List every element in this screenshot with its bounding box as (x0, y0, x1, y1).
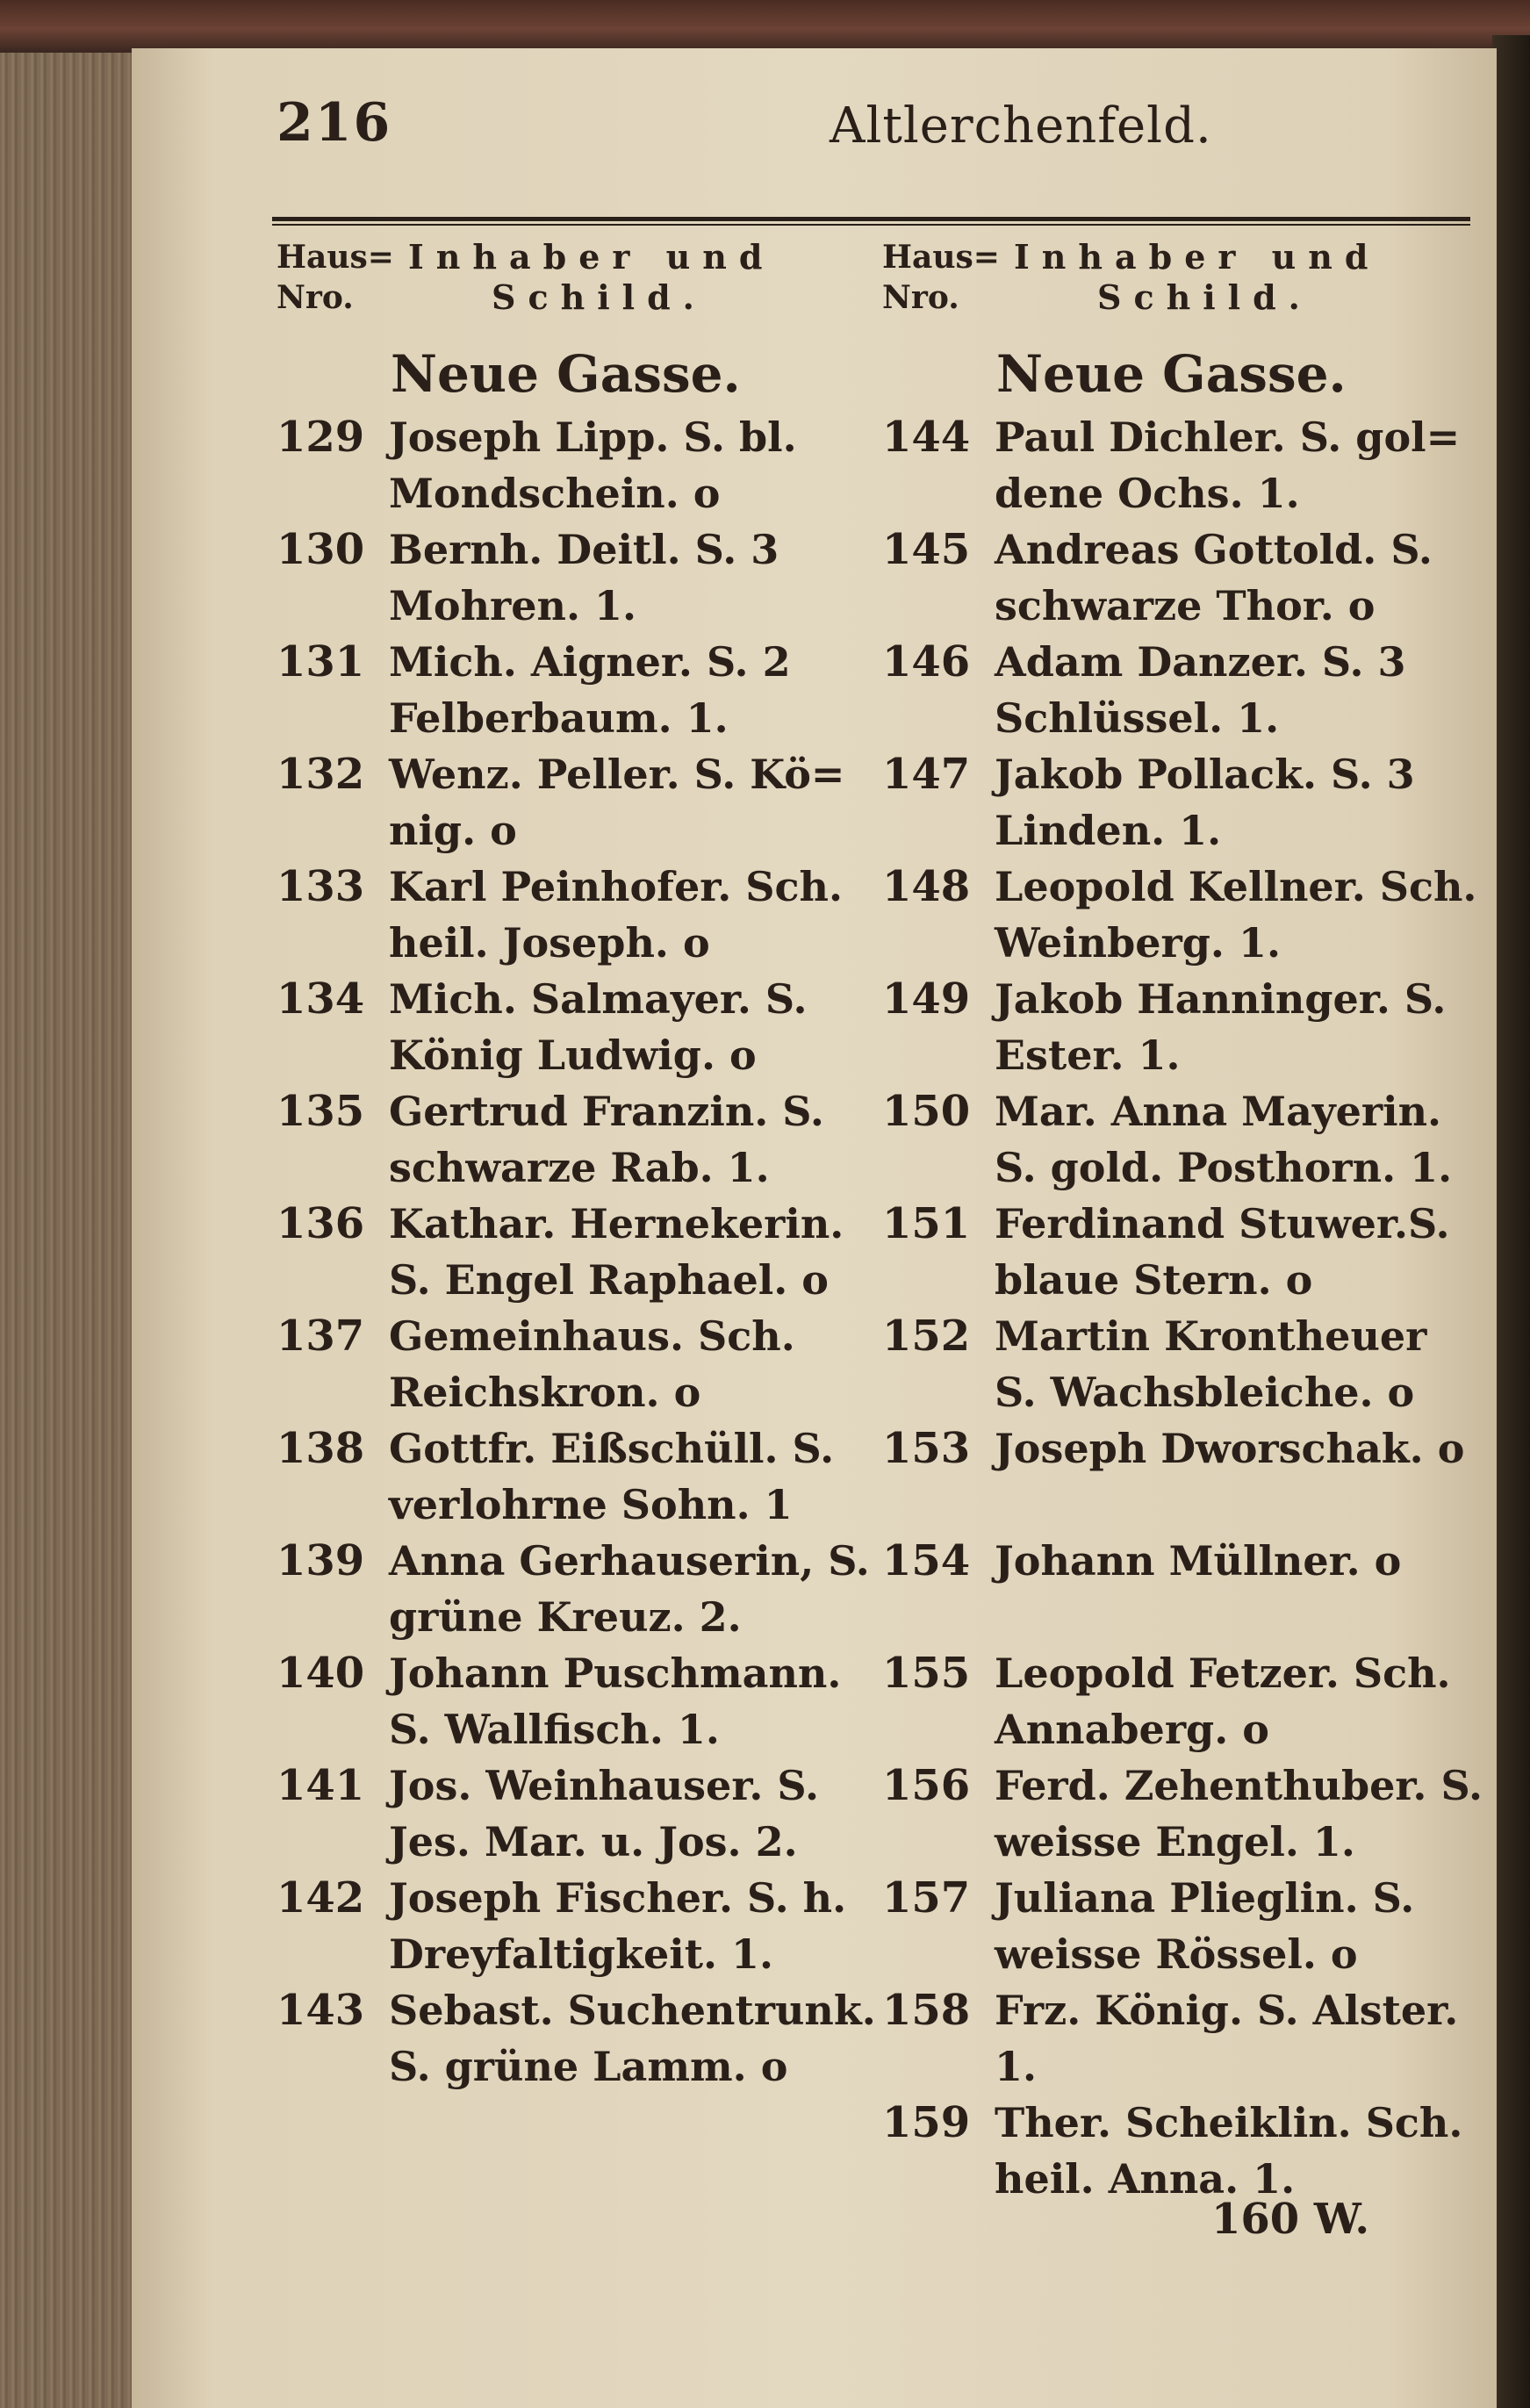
house-entry (277, 521, 882, 634)
house-number: 154 (882, 1536, 971, 1585)
house-number: 136 (277, 1199, 365, 1248)
owner-and-sign: Andreas Gottold. S. schwarze Thor. o (995, 526, 1433, 629)
house-number: 147 (882, 750, 971, 799)
owner-and-sign: Ferdinand Stuwer.S. blaue Stern. o (995, 1200, 1450, 1304)
house-number: 149 (882, 974, 971, 1024)
house-number: 159 (882, 2098, 971, 2147)
house-number: 131 (277, 637, 365, 686)
house-number: 155 (882, 1649, 971, 1698)
house-entry (882, 2095, 1488, 2207)
house-entry (882, 1196, 1488, 1308)
house-entry (882, 409, 1488, 521)
house-number: 135 (277, 1087, 365, 1136)
house-number: 145 (882, 525, 971, 574)
house-number: 141 (277, 1761, 365, 1810)
owner-and-sign: Kathar. Hernekerin. S. Engel Raphael. o (389, 1200, 844, 1304)
house-entry (277, 1308, 882, 1420)
owner-and-sign: Gemeinhaus. Sch. Reichskron. o (389, 1312, 795, 1416)
house-entry (882, 634, 1488, 746)
house-number: 140 (277, 1649, 365, 1698)
column-header (277, 237, 882, 342)
owner-and-sign: Gottfr. Eißschüll. S. verlohrne Sohn. 1 (389, 1425, 835, 1528)
owner-and-sign: Jos. Weinhauser. S. Jes. Mar. u. Jos. 2. (389, 1762, 819, 1865)
house-entry (882, 521, 1488, 634)
owner-and-sign: Martin Krontheuer S. Wachsbleiche. o (995, 1312, 1427, 1416)
house-number: 158 (882, 1986, 971, 2035)
house-number: 150 (882, 1087, 971, 1136)
house-entry (277, 1533, 882, 1645)
house-number: 132 (277, 750, 365, 799)
street-heading: Neue Gasse. (996, 344, 1347, 404)
owner-and-sign: Paul Dichler. S. gol= dene Ochs. 1. (995, 413, 1461, 517)
column-header-house-number: Haus= Nro. (277, 239, 394, 316)
house-entry (277, 409, 882, 521)
owner-and-sign: Ther. Scheiklin. Sch. heil. Anna. 1. (995, 2099, 1463, 2203)
owner-and-sign: Jakob Hanninger. S. Ester. 1. (995, 975, 1447, 1079)
house-number: 130 (277, 525, 365, 574)
house-entry (277, 634, 882, 746)
owner-and-sign: Leopold Fetzer. Sch. Annaberg. o (995, 1650, 1451, 1753)
column-header-sign: Schild. (1097, 277, 1312, 317)
house-entry (882, 971, 1488, 1083)
book-right-shadow (1492, 35, 1530, 2408)
house-number: 138 (277, 1424, 365, 1473)
house-entry (277, 1196, 882, 1308)
owner-and-sign: Jakob Pollack. S. 3 Linden. 1. (995, 751, 1415, 854)
house-number: 137 (277, 1312, 365, 1361)
house-entry (882, 1533, 1488, 1645)
house-entry (882, 746, 1488, 859)
owner-and-sign: Johann Müllner. o (995, 1537, 1402, 1585)
house-number: 152 (882, 1312, 971, 1361)
house-number: 146 (882, 637, 971, 686)
owner-and-sign: Ferd. Zehenthuber. S. weisse Engel. 1. (995, 1762, 1483, 1865)
house-entry (277, 1083, 882, 1196)
right-column (882, 237, 1488, 2207)
house-number: 148 (882, 862, 971, 911)
house-entry (277, 1645, 882, 1757)
house-entry (882, 1308, 1488, 1420)
street-heading: Neue Gasse. (391, 344, 741, 404)
owner-and-sign: Johann Puschmann. S. Wallfisch. 1. (389, 1650, 842, 1753)
page-number: 216 (277, 92, 392, 154)
owner-and-sign: Leopold Kellner. Sch. Weinberg. 1. (995, 863, 1477, 967)
book-top-edge (0, 0, 1530, 53)
house-entry (277, 1420, 882, 1533)
column-header-owner: Inhaber und (408, 237, 775, 277)
owner-and-sign: Bernh. Deitl. S. 3 Mohren. 1. (389, 526, 779, 629)
house-entry (882, 1870, 1488, 1982)
owner-and-sign: Anna Gerhauserin, S. grüne Kreuz. 2. (389, 1537, 870, 1641)
house-number: 142 (277, 1873, 365, 1923)
column-header (882, 237, 1488, 342)
house-entry (882, 859, 1488, 971)
house-number: 153 (882, 1424, 971, 1473)
house-entry (277, 859, 882, 971)
column-header-sign: Schild. (492, 277, 707, 317)
house-number: 156 (882, 1761, 971, 1810)
house-number: 151 (882, 1199, 971, 1248)
owner-and-sign: Mich. Salmayer. S. König Ludwig. o (389, 975, 808, 1079)
house-number: 157 (882, 1873, 971, 1923)
owner-and-sign: Joseph Fischer. S. h. Dreyfaltigkeit. 1. (389, 1874, 847, 1978)
owner-and-sign: Joseph Lipp. S. bl. Mondschein. o (389, 413, 797, 517)
owner-and-sign: Mich. Aigner. S. 2 Felberbaum. 1. (389, 638, 791, 742)
entry-list (882, 409, 1488, 2207)
header-rule (272, 217, 1470, 226)
house-number: 139 (277, 1536, 365, 1585)
house-entry (882, 1645, 1488, 1757)
house-entry (277, 746, 882, 859)
owner-and-sign: Sebast. Suchentrunk. S. grüne Lamm. o (389, 1987, 876, 2090)
owner-and-sign: Mar. Anna Mayerin. S. gold. Posthorn. 1. (995, 1088, 1453, 1191)
house-entry (277, 1757, 882, 1870)
house-entry (277, 971, 882, 1083)
column-header-owner: Inhaber und (1014, 237, 1381, 277)
column-header-house-number: Haus= Nro. (882, 239, 1000, 316)
running-title: Altlerchenfeld. (830, 97, 1212, 155)
entry-list (277, 409, 882, 2095)
owner-and-sign: Frz. König. S. Alster. 1. (995, 1987, 1459, 2090)
owner-and-sign: Adam Danzer. S. 3 Schlüssel. 1. (995, 638, 1406, 742)
book-page (132, 48, 1497, 2408)
house-number: 133 (277, 862, 365, 911)
owner-and-sign: Gertrud Franzin. S. schwarze Rab. 1. (389, 1088, 824, 1191)
owner-and-sign: Karl Peinhofer. Sch. heil. Joseph. o (389, 863, 843, 967)
page-header (277, 92, 1462, 189)
house-entry (277, 1870, 882, 1982)
owner-and-sign: Wenz. Peller. S. Kö= nig. o (389, 751, 845, 854)
house-entry (882, 1083, 1488, 1196)
house-entry (882, 1420, 1488, 1533)
catchword: 160 W. (1211, 2195, 1370, 2244)
house-number: 129 (277, 413, 365, 462)
owner-and-sign: Juliana Plieglin. S. weisse Rössel. o (995, 1874, 1415, 1978)
left-column (277, 237, 882, 2095)
owner-and-sign: Joseph Dworschak. o (995, 1425, 1465, 1472)
house-entry (882, 1757, 1488, 1870)
house-number: 144 (882, 413, 971, 462)
house-entry (277, 1982, 882, 2095)
house-number: 134 (277, 974, 365, 1024)
house-entry (882, 1982, 1488, 2095)
book-page-edges (0, 53, 140, 2408)
house-number: 143 (277, 1986, 365, 2035)
